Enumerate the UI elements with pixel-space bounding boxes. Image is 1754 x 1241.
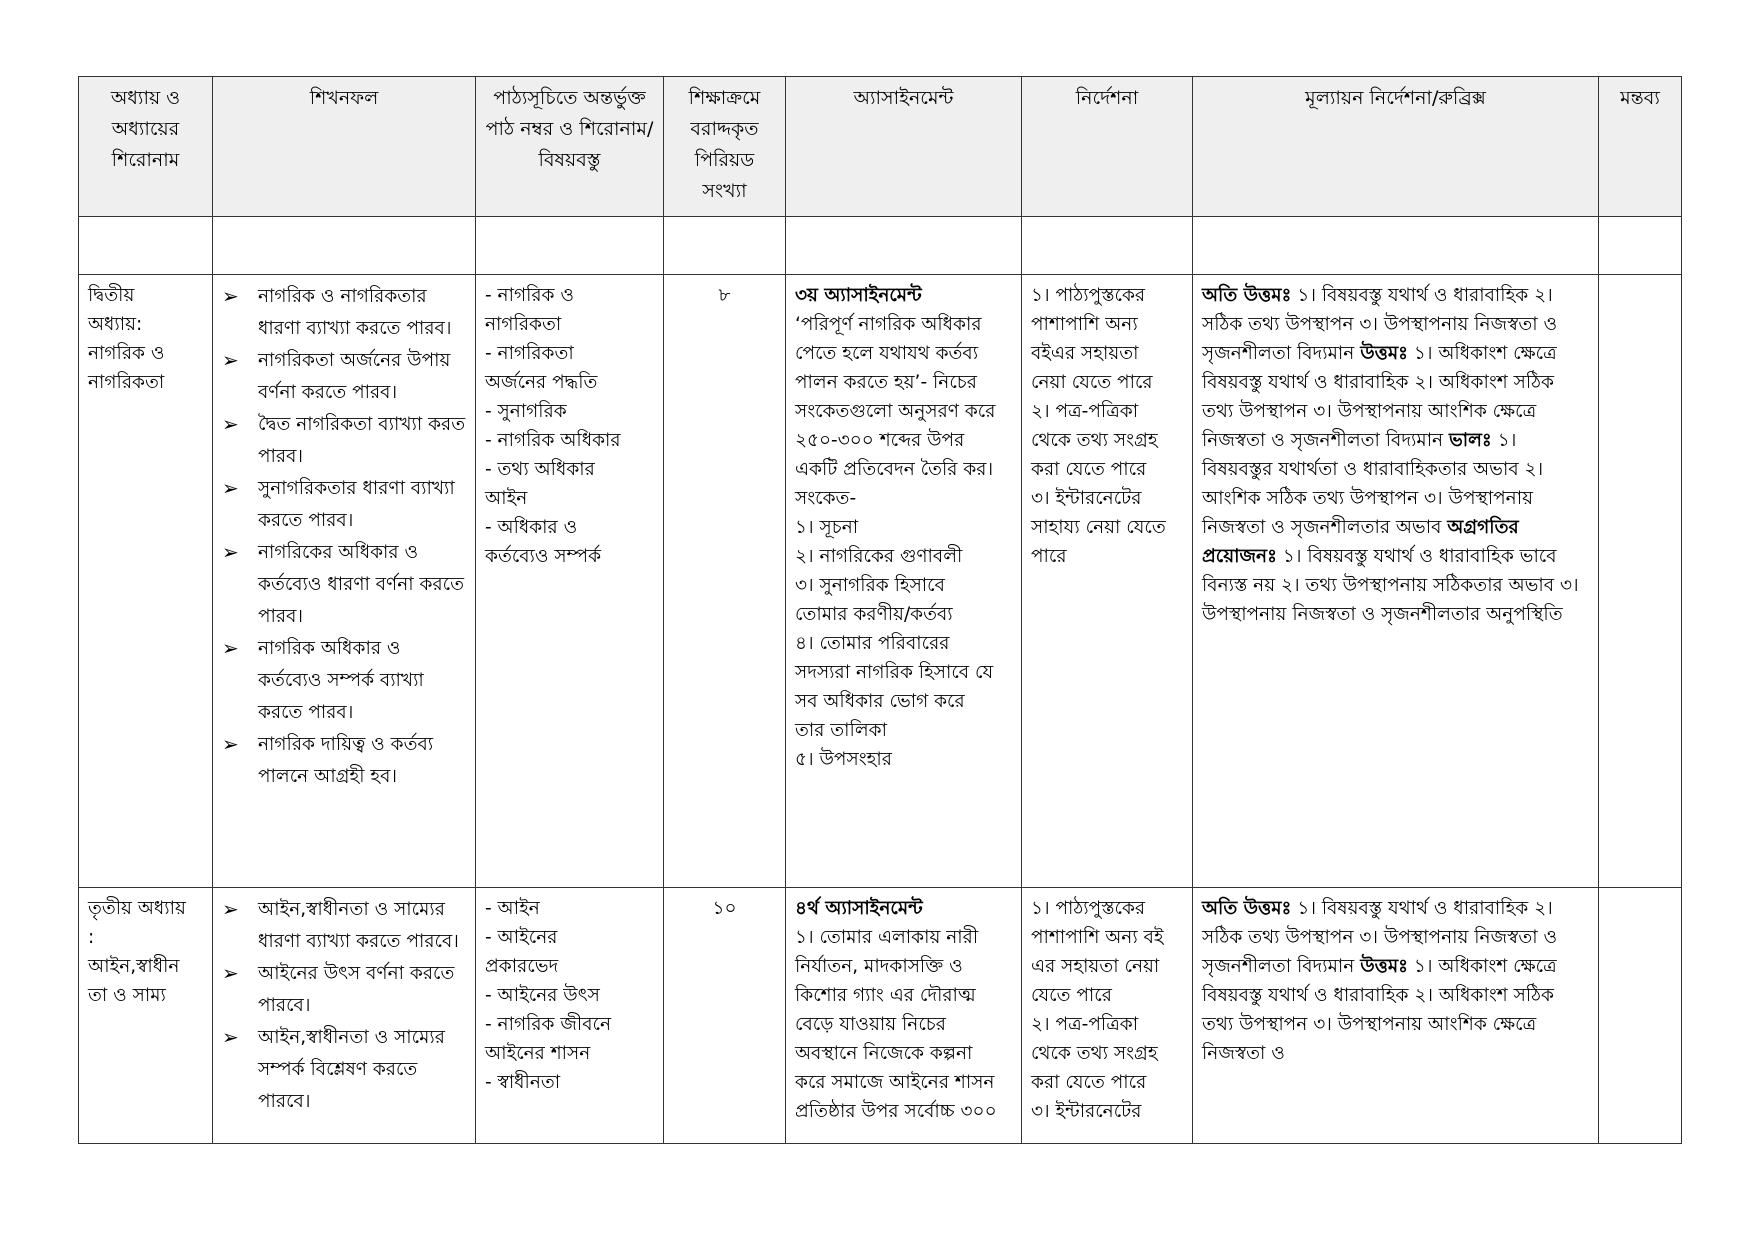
chapter-line: তৃতীয় অধ্যায় — [88, 898, 186, 919]
lesson-line: - নাগরিক জীবনে — [485, 1014, 611, 1035]
outcome-item — [222, 473, 466, 537]
assignment-line: নির্যাতন, মাদকাসক্তি ও — [795, 956, 963, 977]
assignment-cell — [786, 275, 1022, 888]
rubric-line: ৩। উপস্থাপনায় আংশিক ক্ষেত্রে নিজস্বতা ও — [1202, 1014, 1537, 1064]
rubric-line: ২। তথ্য উপস্থাপনায় সঠিকতার অভাব — [1281, 575, 1555, 596]
assignment-line: বেড়ে যাওয়ায় নিচের — [795, 1014, 946, 1035]
remarks-cell — [1599, 888, 1682, 1144]
rubric-line: ৩। উপস্থাপনায় আংশিক ক্ষেত্রে নিজস্বতা ও — [1202, 401, 1537, 451]
lesson-line: প্রকারভেদ — [485, 956, 559, 977]
lesson-line: - অধিকার ও — [485, 517, 578, 538]
empty-row — [79, 217, 1682, 275]
guidance-line: যেতে পারে — [1031, 985, 1112, 1006]
assignment-line: ৩। সুনাগরিক হিসাবে — [795, 575, 945, 596]
outcome-text: আইন,স্বাধীনতা ও সাম্যের সম্পর্ক বিশ্লেষণ করতে পারবে। — [258, 1027, 445, 1112]
outcome-item — [222, 409, 466, 473]
assignment-title: ৩য় অ্যাসাইনমেন্ট — [795, 285, 922, 306]
lesson-line: - নাগরিক অধিকার — [485, 430, 621, 451]
arrow-bullet-icon: ➢ — [222, 732, 239, 756]
lesson-line: - সুনাগরিক — [485, 401, 567, 422]
lessons-cell — [476, 888, 664, 1144]
lesson-line: - স্বাধীনতা — [485, 1072, 561, 1093]
rubric-cell — [1193, 888, 1599, 1144]
empty-cell — [79, 217, 213, 275]
outcome-item — [222, 345, 466, 409]
rubric-line: ২। অধিকাংশ সঠিক তথ্য উপস্থাপন — [1202, 372, 1554, 422]
guidance-line: সাহায্য নেয়া যেতে — [1031, 517, 1166, 538]
assignment-line: ২৫০-৩০০ শব্দের উপর — [795, 430, 965, 451]
outcome-text: সুনাগরিকতার ধারণা ব্যাখ্যা করতে পারব। — [258, 478, 455, 531]
outcome-item — [222, 537, 466, 633]
remarks-cell — [1599, 275, 1682, 888]
assignment-title: ৪র্থ অ্যাসাইনমেন্ট — [795, 898, 923, 919]
chapter-line: নাগরিকতা — [88, 372, 165, 393]
arrow-bullet-icon: ➢ — [222, 412, 239, 436]
assignment-line: করে সমাজে আইনের শাসন — [795, 1072, 995, 1093]
rubric-level-heading: ভালঃ — [1449, 430, 1492, 451]
rubric-line: ১। অধিকাংশ ক্ষেত্রে বিষয়বস্তু যথার্থ ও ধারাবাহিক — [1202, 956, 1557, 1006]
rubric-line: ১। বিষয়বস্তুর যথার্থতা ও ধারাবাহিকতার অভাব — [1202, 430, 1519, 480]
lesson-line: - আইনের — [485, 927, 558, 948]
guidance-line: পাশাপাশি অন্য — [1031, 314, 1138, 335]
lessons-cell — [476, 275, 664, 888]
guidance-line: এর সহায়তা নেয়া — [1031, 956, 1160, 977]
lesson-line: নাগরিকতা — [485, 314, 562, 335]
chapter-line: তা ও সাম্য — [88, 985, 166, 1006]
rubric-line: ২। অধিকাংশ সঠিক তথ্য উপস্থাপন — [1202, 985, 1554, 1035]
empty-cell — [1599, 217, 1682, 275]
header-guidance: নির্দেশনা — [1022, 77, 1193, 217]
header-lessons: পাঠ্যসূচিতে অন্তর্ভুক্ত পাঠ নম্বর ও শিরোনাম/বিষয়বস্তু — [476, 77, 664, 217]
guidance-line: ২। পত্র-পত্রিকা — [1031, 1014, 1139, 1035]
rubric-line: ৩। উপস্থাপনায় নিজস্বতা ও সৃজনশীলতা বিদ্যমান — [1202, 314, 1558, 364]
guidance-line: করা যেতে পারে — [1031, 459, 1147, 480]
lesson-line: - নাগরিকতা — [485, 343, 574, 364]
assignment-line: পালন করতে হয়’- নিচের — [795, 372, 977, 393]
guidance-line: করা যেতে পারে — [1031, 1072, 1147, 1093]
empty-cell — [1022, 217, 1193, 275]
header-assignment: অ্যাসাইনমেন্ট — [786, 77, 1022, 217]
rubric-line: ১। বিষয়বস্তু যথার্থ ও ধারাবাহিক — [1297, 898, 1529, 919]
guidance-line: পারে — [1031, 546, 1067, 567]
lesson-line: আইনের শাসন — [485, 1043, 591, 1064]
outcome-text: আইন,স্বাধীনতা ও সাম্যের ধারণা ব্যাখ্যা করতে পারবে। — [258, 899, 459, 952]
rubric-line: ১। বিষয়বস্তু যথার্থ ও ধারাবাহিক ভাবে বিন্যস্ত নয় — [1202, 546, 1557, 596]
lesson-line: অর্জনের পদ্ধতি — [485, 372, 598, 393]
rubric-line: ২। আংশিক সঠিক তথ্য উপস্থাপন — [1202, 459, 1544, 509]
guidance-cell — [1022, 888, 1193, 1144]
lesson-line: কর্তব্যেও সম্পর্ক — [485, 546, 602, 567]
arrow-bullet-icon: ➢ — [222, 636, 239, 660]
header-remarks: মন্তব্য — [1599, 77, 1682, 217]
rubric-line: ১। বিষয়বস্তু যথার্থ ও ধারাবাহিক — [1297, 285, 1529, 306]
assignment-line: অবস্থানে নিজেকে কল্পনা — [795, 1043, 973, 1064]
chapter-line: নাগরিক ও — [88, 343, 165, 364]
outcome-item — [222, 281, 466, 345]
arrow-bullet-icon: ➢ — [222, 1025, 239, 1049]
chapter-line: আইন,স্বাধীন — [88, 956, 180, 977]
empty-cell — [476, 217, 664, 275]
assignment-line: পেতে হলে যথাযথ কর্তব্য — [795, 343, 979, 364]
header-chapter: অধ্যায় ও অধ্যায়ের শিরোনাম — [79, 77, 213, 217]
assignment-line: সংকেত- — [795, 488, 857, 509]
rubric-line: ৩। উপস্থাপনায় নিজস্বতা ও সৃজনশীলতার — [1202, 575, 1579, 625]
assignment-line: কিশোর গ্যাং এর দৌরাত্ম — [795, 985, 976, 1006]
arrow-bullet-icon: ➢ — [222, 476, 239, 500]
rubric-level-heading: অগ্রগতির প্রয়োজনঃ — [1202, 517, 1519, 567]
guidance-line: ১। পাঠ্যপুস্তকের — [1031, 285, 1146, 306]
guidance-line: পাশাপাশি অন্য বই — [1031, 927, 1164, 948]
outcomes-cell — [213, 888, 476, 1144]
empty-cell — [213, 217, 476, 275]
chapter-line: দ্বিতীয় — [88, 285, 135, 306]
assignment-line: সব অধিকার ভোগ করে — [795, 691, 965, 712]
outcome-text: নাগরিকতা অর্জনের উপায় বর্ণনা করতে পারব। — [258, 350, 451, 403]
periods-cell: ৮ — [664, 275, 786, 888]
rubric-level-heading: উত্তমঃ — [1360, 343, 1408, 364]
outcome-text: দ্বৈত নাগরিকতা ব্যাখ্যা করত পারব। — [258, 414, 466, 467]
outcome-text: নাগরিক দায়িত্ব ও কর্তব্য পালনে আগ্রহী হব। — [258, 734, 434, 787]
outcome-text: নাগরিক অধিকার ও কর্তব্যেও সম্পর্ক ব্যাখ্যা করতে পারব। — [258, 638, 424, 723]
lesson-line: - নাগরিক ও — [485, 285, 574, 306]
rubric-line: সৃজনশীলতা বিদ্যমান — [1290, 430, 1444, 451]
outcome-text: আইনের উৎস বর্ণনা করতে পারবে। — [258, 963, 455, 1016]
rubric-level-heading: উত্তমঃ — [1360, 956, 1408, 977]
rubric-line: ৩। উপস্থাপনায় নিজস্বতা ও সৃজনশীলতার অভাব — [1202, 488, 1533, 538]
outcomes-cell — [213, 275, 476, 888]
rubric-level-heading: অতি উত্তমঃ — [1202, 898, 1292, 919]
assignment-line: একটি প্রতিবেদন তৈরি কর। — [795, 459, 994, 480]
guidance-line: ৩। ইন্টারনেটের — [1031, 488, 1142, 509]
assignment-line: ৫। উপসংহার — [795, 749, 892, 770]
lesson-line: - তথ্য অধিকার — [485, 459, 595, 480]
assignment-cell — [786, 888, 1022, 1144]
lesson-line: আইন — [485, 488, 528, 509]
chapter-cell — [79, 275, 213, 888]
table-row-chapter-2 — [79, 275, 1682, 888]
arrow-bullet-icon: ➢ — [222, 348, 239, 372]
outcome-item — [222, 894, 466, 958]
chapter-line: অধ্যায়: — [88, 314, 143, 335]
chapter-line: : — [88, 927, 95, 948]
empty-cell — [664, 217, 786, 275]
header-rubric: মূল্যায়ন নির্দেশনা/রুব্রিক্স — [1193, 77, 1599, 217]
outcome-item — [222, 729, 466, 793]
outcome-item — [222, 1022, 466, 1118]
lesson-line: - আইনের উৎস — [485, 985, 600, 1006]
arrow-bullet-icon: ➢ — [222, 897, 239, 921]
rubric-line: ২। সঠিক তথ্য উপস্থাপন — [1202, 285, 1553, 335]
rubric-line: ১। অধিকাংশ ক্ষেত্রে বিষয়বস্তু যথার্থ ও ধারাবাহিক — [1202, 343, 1557, 393]
outcome-text: নাগরিক ও নাগরিকতার ধারণা ব্যাখ্যা করতে পারব। — [258, 286, 452, 339]
guidance-line: ২। পত্র-পত্রিকা — [1031, 401, 1139, 422]
assignment-line: তার তালিকা — [795, 720, 887, 741]
guidance-line: থেকে তথ্য সংগ্রহ — [1031, 430, 1158, 451]
header-learning-outcomes: শিখনফল — [213, 77, 476, 217]
assignment-line: সদস্যরা নাগরিক হিসাবে যে — [795, 662, 994, 683]
assignment-line: ১। সূচনা — [795, 517, 859, 538]
empty-cell — [786, 217, 1022, 275]
rubric-cell — [1193, 275, 1599, 888]
rubric-level-heading: অতি উত্তমঃ — [1202, 285, 1292, 306]
chapter-cell — [79, 888, 213, 1144]
header-row — [79, 77, 1682, 217]
rubric-line: ৩। উপস্থাপনায় নিজস্বতা ও সৃজনশীলতা বিদ্যমান — [1202, 927, 1558, 977]
assignment-line: তোমার করণীয়/কর্তব্য — [795, 604, 953, 625]
outcome-text: নাগরিকের অধিকার ও কর্তব্যেও ধারণা বর্ণনা করতে পারব। — [258, 542, 464, 627]
guidance-line: বইএর সহায়তা — [1031, 343, 1139, 364]
rubric-line: ২। সঠিক তথ্য উপস্থাপন — [1202, 898, 1553, 948]
guidance-cell — [1022, 275, 1193, 888]
lesson-plan-table — [78, 76, 1682, 1144]
header-periods: শিক্ষাক্রমে বরাদ্দকৃত পিরিয়ড সংখ্যা — [664, 77, 786, 217]
assignment-line: সংকেতগুলো অনুসরণ করে — [795, 401, 996, 422]
assignment-line: প্রতিষ্ঠার উপর সর্বোচ্চ ৩০০ — [795, 1101, 997, 1122]
periods-cell: ১০ — [664, 888, 786, 1144]
lesson-line: - আইন — [485, 898, 540, 919]
rubric-line: অনুপস্থিতি — [1486, 604, 1563, 625]
assignment-line: ২। নাগরিকের গুণাবলী — [795, 546, 963, 567]
guidance-line: ১। পাঠ্যপুস্তকের — [1031, 898, 1146, 919]
guidance-line: ৩। ইন্টারনেটের — [1031, 1101, 1142, 1122]
guidance-line: নেয়া যেতে পারে — [1031, 372, 1153, 393]
outcome-item — [222, 633, 466, 729]
outcome-item — [222, 958, 466, 1022]
empty-cell — [1193, 217, 1599, 275]
guidance-line: থেকে তথ্য সংগ্রহ — [1031, 1043, 1158, 1064]
assignment-line: ১। তোমার এলাকায় নারী — [795, 927, 979, 948]
arrow-bullet-icon: ➢ — [222, 540, 239, 564]
arrow-bullet-icon: ➢ — [222, 961, 239, 985]
assignment-line: ৪। তোমার পরিবারের — [795, 633, 950, 654]
table-row-chapter-3 — [79, 888, 1682, 1144]
arrow-bullet-icon: ➢ — [222, 284, 239, 308]
assignment-line: ‘পরিপূর্ণ নাগরিক অধিকার — [795, 314, 982, 335]
